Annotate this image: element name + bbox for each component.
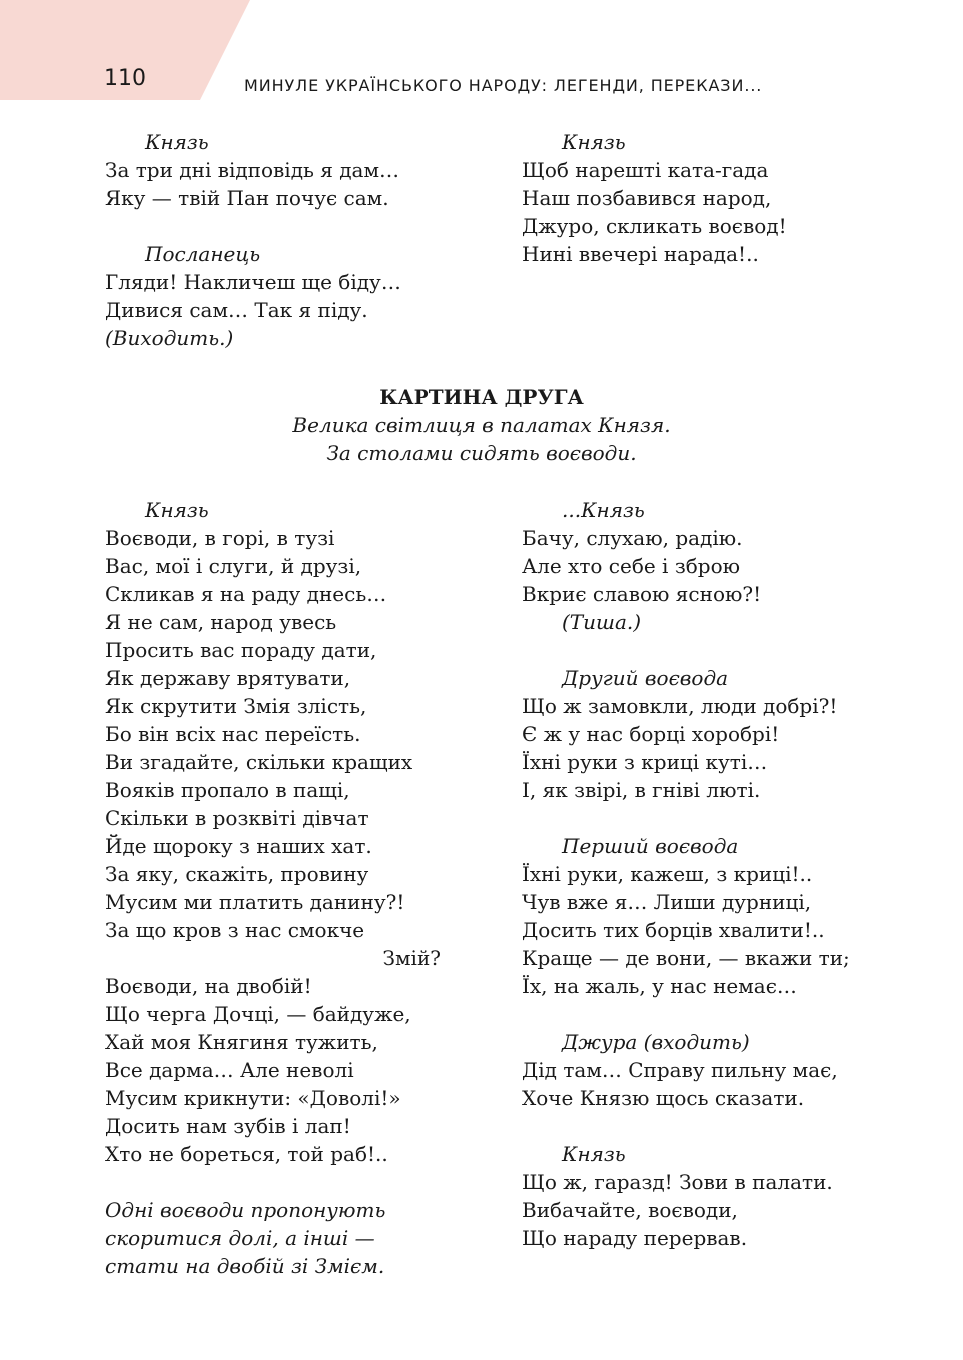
verse-line: Бачу, слухаю, радію.	[522, 526, 743, 550]
verse-line: Хоче Князю щось сказати.	[522, 1086, 805, 1110]
section-subtitle	[0, 411, 963, 467]
top-right-dialogue	[522, 128, 787, 268]
subtitle-line: Велика світлиця в палатах Князя.	[292, 413, 671, 437]
stage-direction: (Тиша.)	[562, 610, 642, 634]
verse-line: Хто не бореться, той раб!..	[105, 1142, 388, 1166]
verse-line: Джуро, скликать воєвод!	[522, 214, 787, 238]
narration-line: стати на двобій зі Змієм.	[105, 1254, 385, 1278]
narration-line: скоритися долі, а інші —	[105, 1226, 375, 1250]
verse-line: Як державу врятувати,	[105, 666, 351, 690]
left-column	[105, 496, 441, 1280]
speaker-name: Князь	[562, 1142, 626, 1166]
verse-line-continued: Змій?	[382, 946, 441, 970]
verse-line: Вибачайте, воєводи,	[522, 1198, 738, 1222]
verse-line: Ви згадайте, скільки кращих	[105, 750, 413, 774]
verse-line: Нині ввечері нарада!..	[522, 242, 759, 266]
verse-line: Скільки в розквіті дівчат	[105, 806, 369, 830]
narration-line: Одні воєводи пропонують	[105, 1198, 386, 1222]
verse-line: Вояків пропало в пащі,	[105, 778, 350, 802]
running-title: МИНУЛЕ УКРАЇНСЬКОГО НАРОДУ: ЛЕГЕНДИ, ПЕРЕКАЗИ...	[244, 76, 763, 95]
verse-line: Воєводи, в горі, в тузі	[105, 526, 335, 550]
verse-line: Їх, на жаль, у нас немає…	[522, 974, 797, 998]
speaker-name: Князь	[562, 130, 626, 154]
verse-line: Досить нам зубів і лап!	[105, 1114, 351, 1138]
verse-line: Як скрутити Змія злість,	[105, 694, 367, 718]
verse-line: Краще — де вони, — вкажи ти;	[522, 946, 850, 970]
verse-line: Мусим крикнути: «Доволі!»	[105, 1086, 401, 1110]
speaker-name: Другий воєвода	[562, 666, 729, 690]
verse-line: Просить вас пораду дати,	[105, 638, 377, 662]
right-column	[522, 496, 850, 1252]
verse-line: Чув вже я… Лиши дурниці,	[522, 890, 812, 914]
verse-line: За яку, скажіть, провину	[105, 862, 369, 886]
verse-line: Вас, мої і слуги, й друзі,	[105, 554, 362, 578]
verse-line: Що ж замовкли, люди добрі?!	[522, 694, 838, 718]
verse-line: Але хто себе і зброю	[522, 554, 741, 578]
verse-line: Йде щороку з наших хат.	[105, 834, 372, 858]
verse-line: І, як звірі, в гніві люті.	[522, 778, 761, 802]
verse-line: Що черга Дочці, — байдуже,	[105, 1002, 411, 1026]
subtitle-line: За столами сидять воєводи.	[326, 441, 637, 465]
verse-line: Воєводи, на двобій!	[105, 974, 312, 998]
stage-direction: (Виходить.)	[105, 326, 234, 350]
speaker-name: Посланець	[145, 242, 261, 266]
verse-line: Що ж, гаразд! Зови в палати.	[522, 1170, 833, 1194]
verse-line: Щоб нарешті ката-гада	[522, 158, 769, 182]
verse-line: За що кров з нас смокче	[105, 918, 365, 942]
verse-line: Хай моя Княгиня тужить,	[105, 1030, 378, 1054]
speaker-name: Джура (входить)	[562, 1030, 750, 1054]
speaker-name: Перший воєвода	[562, 834, 739, 858]
speaker-name: Князь	[145, 130, 209, 154]
speaker-name: ...Князь	[562, 498, 645, 522]
speaker-name: Князь	[145, 498, 209, 522]
verse-line: Я не сам, народ увесь	[105, 610, 337, 634]
verse-line: Дід там… Справу пильну має,	[522, 1058, 838, 1082]
verse-line: Досить тих борців хвалити!..	[522, 918, 825, 942]
verse-line: Їхні руки з криці куті…	[522, 750, 768, 774]
verse-line: Дивися сам… Так я піду.	[105, 298, 368, 322]
top-left-dialogue	[105, 128, 401, 352]
verse-line: Мусим ми платить данину?!	[105, 890, 405, 914]
verse-line: Є ж у нас борці хоробрі!	[522, 722, 780, 746]
page-number: 110	[104, 66, 146, 91]
verse-line: Гляди! Накличеш ще біду…	[105, 270, 401, 294]
verse-line: Яку — твій Пан почує сам.	[105, 186, 389, 210]
verse-line: За три дні відповідь я дам…	[105, 158, 400, 182]
section-title: КАРТИНА ДРУГА	[379, 385, 584, 409]
verse-line: Їхні руки, кажеш, з криці!..	[522, 862, 813, 886]
verse-line: Все дарма… Але неволі	[105, 1058, 354, 1082]
verse-line: Бо він всіх нас переїсть.	[105, 722, 361, 746]
verse-line: Вкриє славою ясною?!	[522, 582, 762, 606]
verse-line: Скликав я на раду днесь…	[105, 582, 387, 606]
verse-line: Наш позбавився народ,	[522, 186, 772, 210]
verse-line: Що нараду перервав.	[522, 1226, 748, 1250]
